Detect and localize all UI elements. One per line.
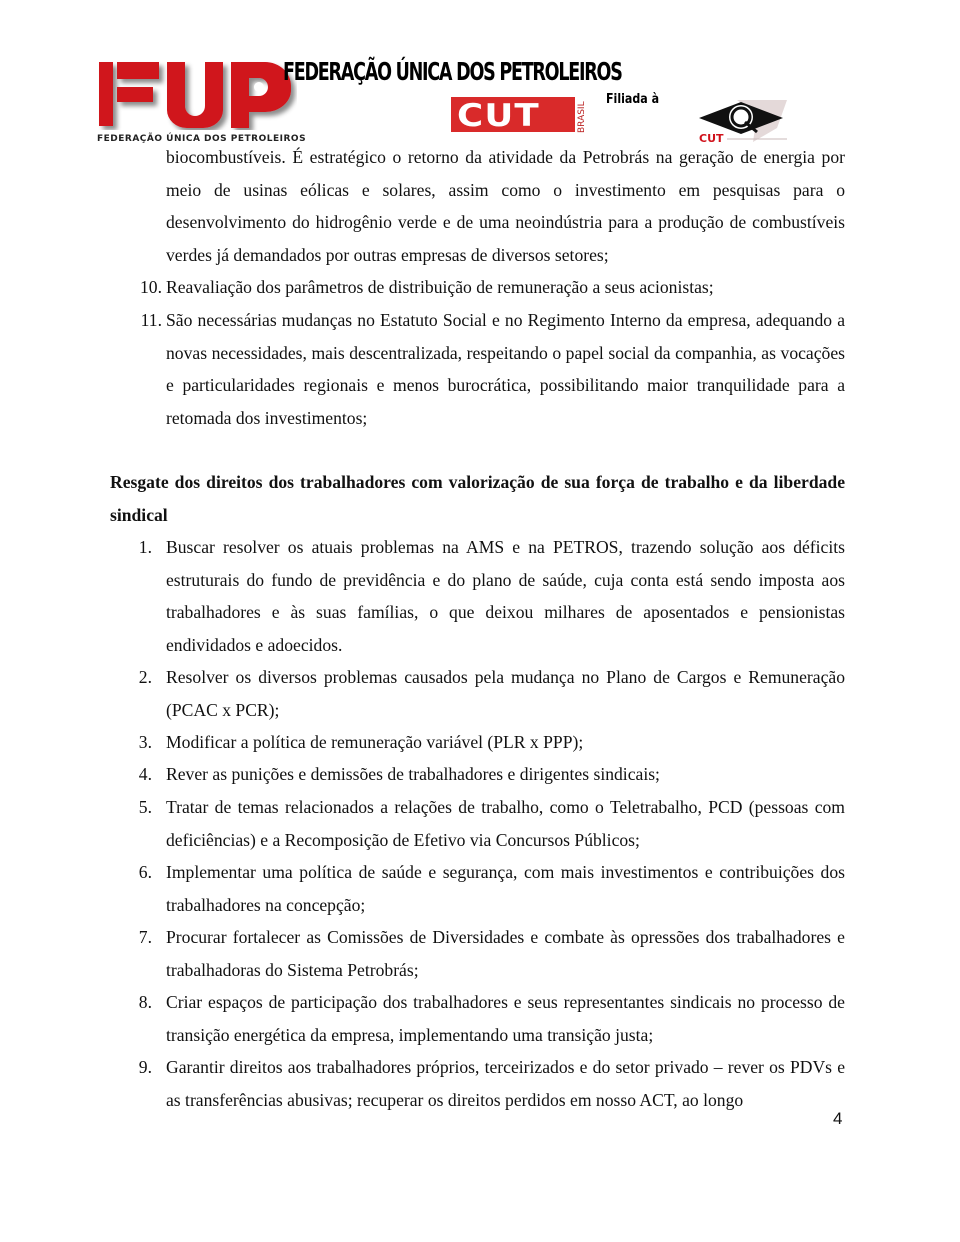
fup-logo <box>97 60 307 148</box>
list-item-text: Criar espaços de participação dos trabalhadores e seus representantes sindicais no processo de transição energética da empresa, implementando uma transição justa; <box>166 992 845 1045</box>
list-item-text: São necessárias mudanças no Estatuto Social e no Regimento Interno da empresa, adequando a novas necessidades, mais descentralizada, respeitando o papel social da companhia, as vocações e particularidades regionais e menos burocrática, possibilitando maior tranquilidade para a retomada dos investimentos; <box>166 310 845 428</box>
list-item-number: 2. <box>138 667 152 687</box>
list-item-text: Buscar resolver os atuais problemas na AMS e na PETROS, trazendo solução aos déficits estruturais do fundo de previdência e do plano de saúde, cuja conta está sendo imposta aos trabalhadores e às suas famílias, o que deixou milhares de aposentados e pensionistas endividados e adoecidos. <box>166 537 845 655</box>
list-item-text: Implementar uma política de saúde e segurança, com mais investimentos e contribuições dos trabalhadores na concepção; <box>166 862 845 915</box>
list-item-text: Resolver os diversos problemas causados pela mudança no Plano de Cargos e Remuneração (PCAC x PCR); <box>166 667 845 720</box>
list-item-number: 7. <box>138 927 152 947</box>
federation-title: FEDERAÇÃO ÚNICA DOS PETROLEIROS <box>283 57 622 86</box>
cut-q-logo-icon <box>697 98 789 144</box>
list-item-text: Procurar fortalecer as Comissões de Diversidades e combate às opressões dos trabalhadores e trabalhadoras do Sistema Petrobrás; <box>166 927 845 980</box>
cut-logo <box>451 97 575 132</box>
section-heading: Resgate dos direitos dos trabalhadores com valorização de sua força de trabalho e da liberdade sindical <box>110 472 845 525</box>
cut-logo-country: BRASIL <box>577 101 587 133</box>
list-item-number: 9. <box>138 1057 152 1077</box>
svg-text:CUT: CUT <box>699 132 724 144</box>
list-item-number: 5. <box>138 797 152 817</box>
page-number: 4 <box>833 1109 843 1128</box>
list-item-text: Tratar de temas relacionados a relações de trabalho, como o Teletrabalho, PCD (pessoas com deficiências) e a Recomposição de Efetivo via Concursos Públicos; <box>166 797 845 850</box>
continuation-paragraph: biocombustíveis. É estratégico o retorno da atividade da Petrobrás na geração de energia por meio de usinas eólicas e solares, assim como o investimento em pesquisas para o desenvolvimento do hidrogênio verde e de uma neoindústria para a produção de combustíveis verdes já demandados por outras empresas de diversos setores; <box>166 147 845 265</box>
list-item-text: Garantir direitos aos trabalhadores próprios, terceirizados e do setor privado – rever os PDVs e as transferências abusivas; recuperar os direitos perdidos em nosso ACT, ao longo <box>166 1057 845 1110</box>
list-item-number: 11. <box>140 310 162 330</box>
list-item-number: 10. <box>140 277 162 297</box>
affiliation-label: Filiada à <box>606 92 660 107</box>
fup-logo-subtitle: FEDERAÇÃO ÚNICA DOS PETROLEIROS <box>97 134 307 144</box>
list-item-number: 4. <box>138 764 152 784</box>
fup-logo-letters-icon <box>97 60 297 130</box>
list-item-text: Reavaliação dos parâmetros de distribuição de remuneração a seus acionistas; <box>166 277 714 297</box>
list-item-number: 8. <box>138 992 152 1012</box>
list-item-number: 3. <box>138 732 152 752</box>
list-item-number: 1. <box>138 537 152 557</box>
list-item-number: 6. <box>138 862 152 882</box>
list-item-text: Rever as punições e demissões de trabalhadores e dirigentes sindicais; <box>166 764 660 784</box>
cut-logo-text: CUT <box>457 98 540 134</box>
list-item-text: Modificar a política de remuneração variável (PLR x PPP); <box>166 732 584 752</box>
